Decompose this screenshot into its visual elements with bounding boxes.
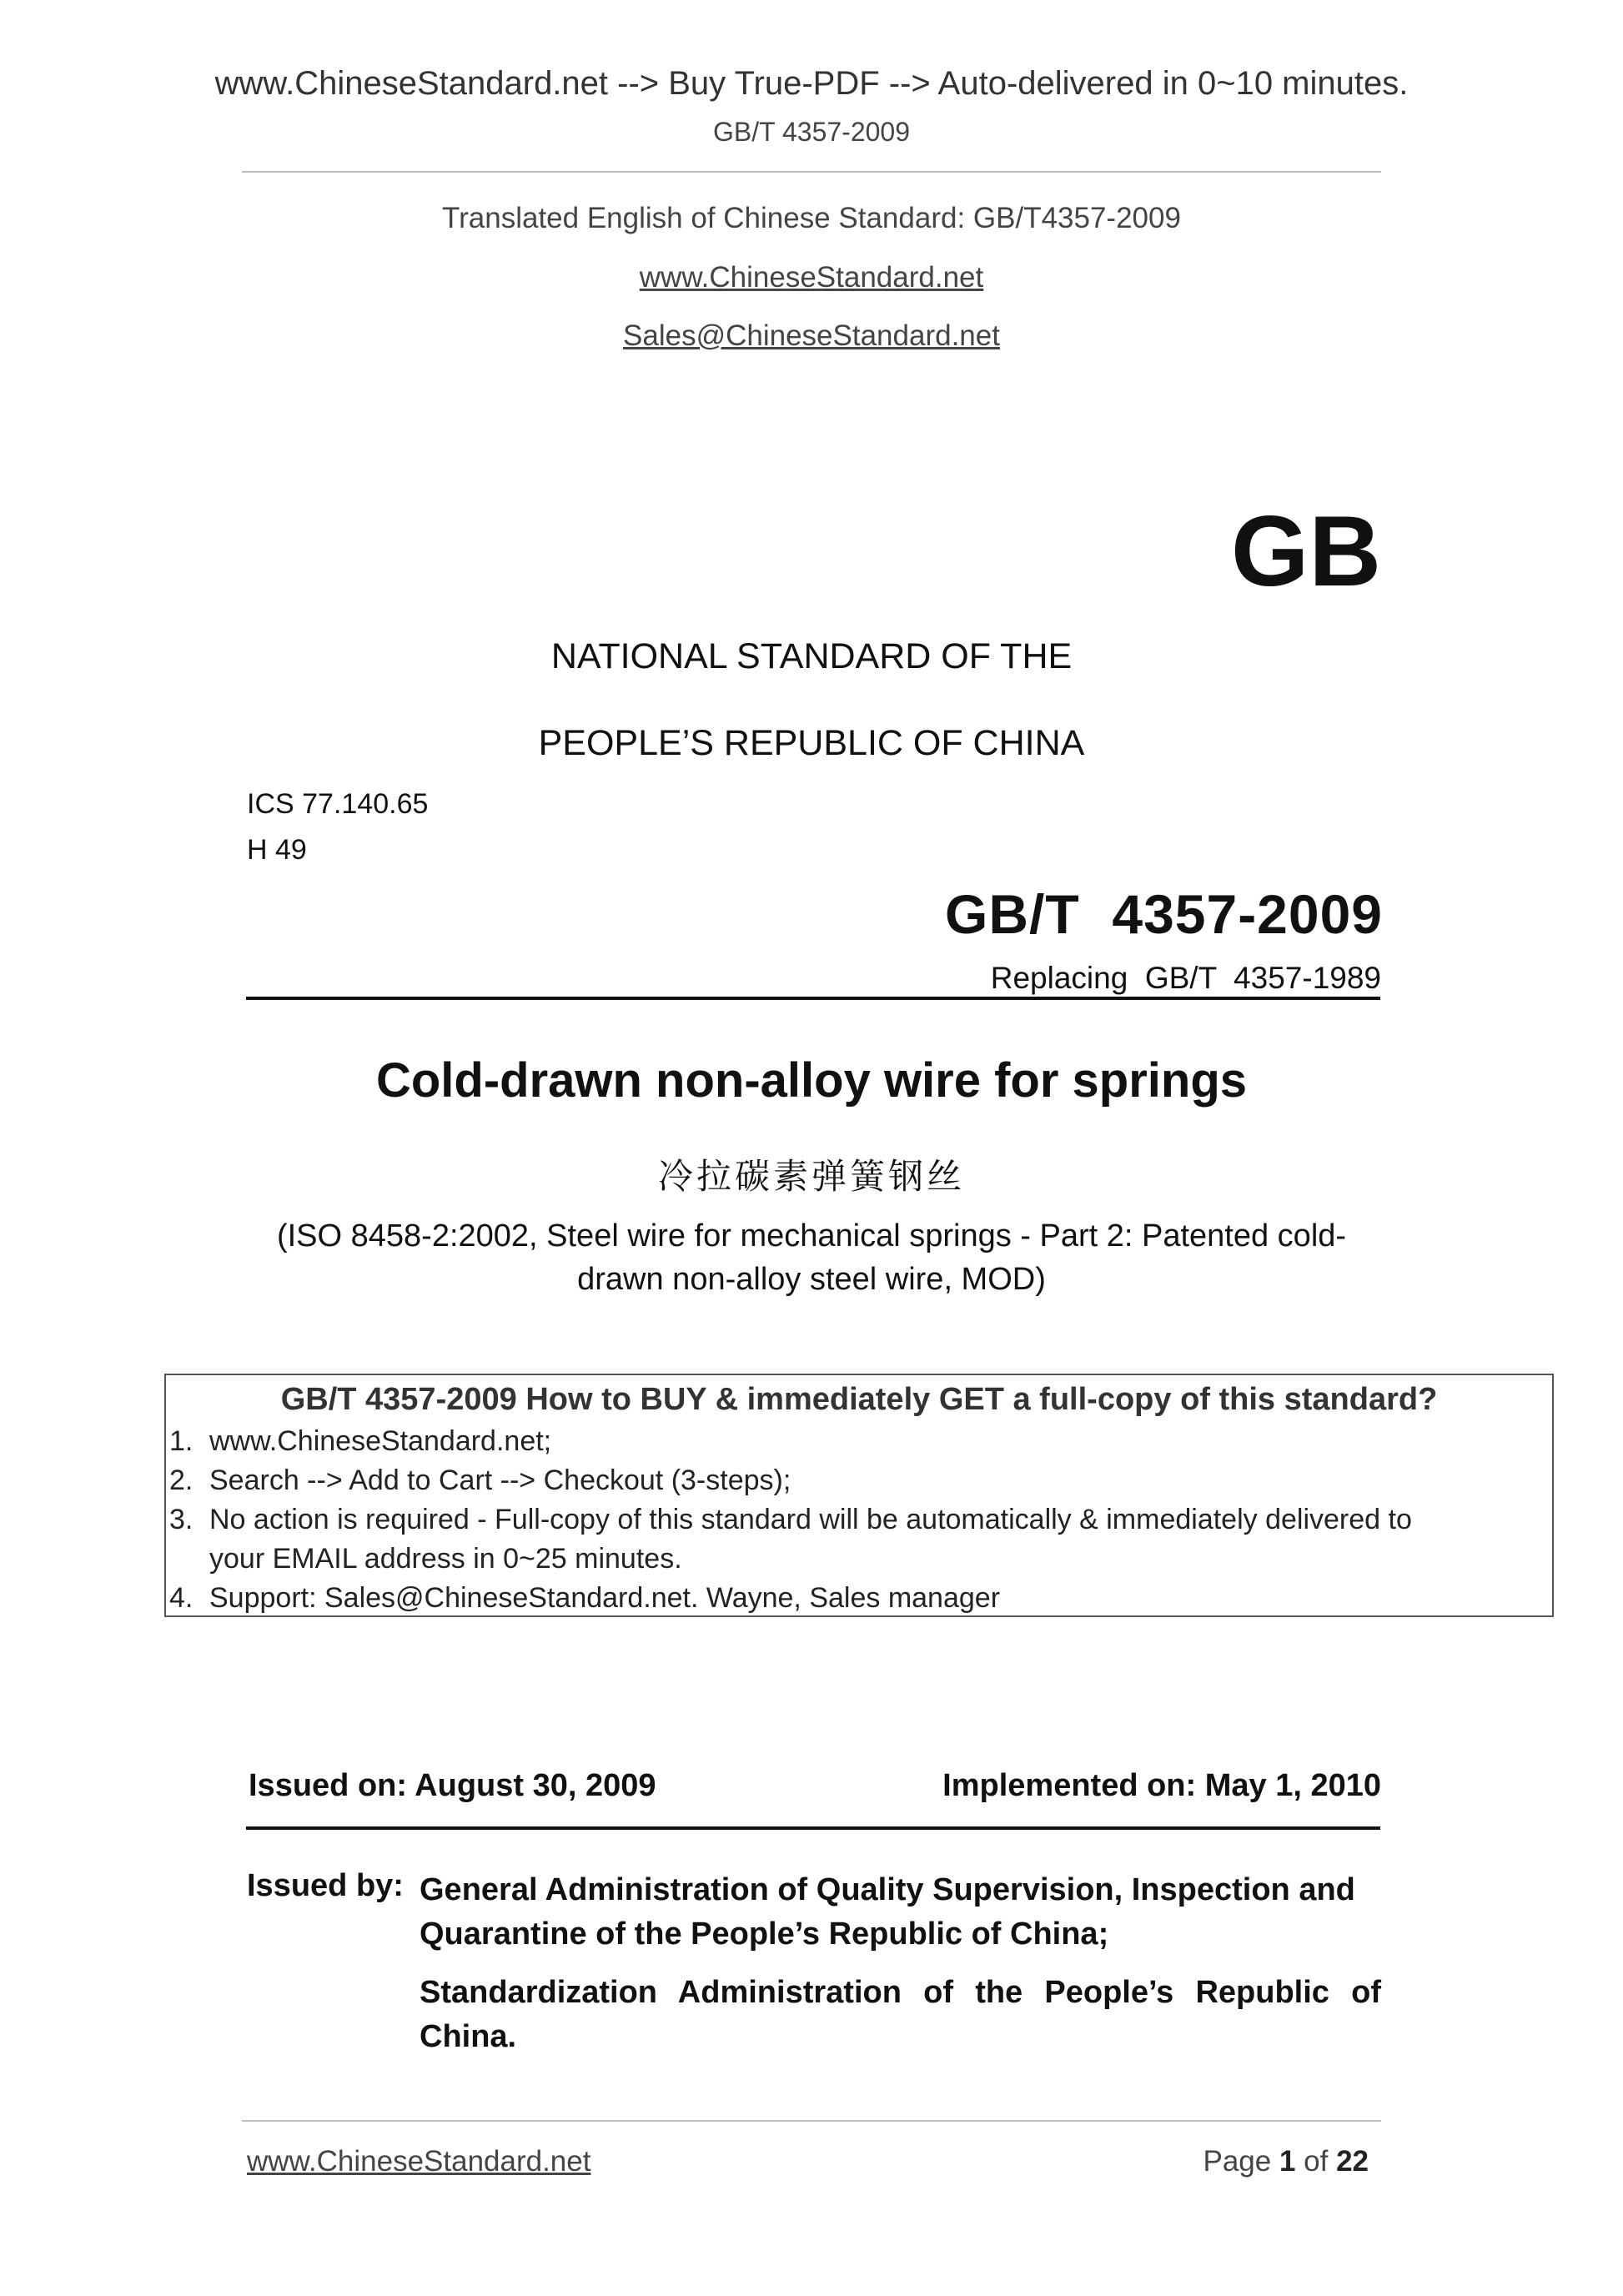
iso-reference: (ISO 8458-2:2002, Steel wire for mechanical springs - Part 2: Patented cold-drawn non-alloy steel wire, MOD) — [276, 1218, 1347, 1297]
header-divider — [242, 171, 1381, 173]
buy-step-continuation — [209, 1543, 682, 1575]
national-standard-line2: PEOPLE’S REPUBLIC OF CHINA — [538, 723, 1085, 763]
dates-divider — [246, 1826, 1380, 1830]
intro-email-row — [0, 319, 1623, 353]
buy-instructions-box — [164, 1374, 1554, 1617]
step-text: Search --> Add to Cart --> Checkout (3-steps); — [209, 1465, 791, 1496]
page-indicator — [1203, 2145, 1369, 2178]
website-link[interactable]: www.ChineseStandard.net — [639, 261, 984, 294]
issuer-org-1: General Administration of Quality Supervision, Inspection and Quarantine of the People’s Republic of China; — [420, 1872, 1355, 1952]
step-number: 3. — [169, 1504, 193, 1535]
page-total: 22 — [1336, 2145, 1369, 2178]
standard-divider — [246, 997, 1380, 1000]
buy-step — [169, 1504, 1412, 1536]
gb-mark: GB — [1231, 495, 1381, 607]
implemented-date: Implemented on: May 1, 2010 — [942, 1768, 1381, 1803]
national-standard-line1: NATIONAL STANDARD OF THE — [550, 636, 1073, 676]
step-number: 2. — [169, 1465, 193, 1496]
header-doc-code: GB/T 4357-2009 — [712, 117, 910, 147]
header-promo: www.ChineseStandard.net --> Buy True-PDF --> Auto-delivered in 0~10 minutes. — [214, 65, 1409, 102]
replacing-note: Replacing GB/T 4357-1989 — [990, 961, 1381, 995]
page-prefix: Page — [1203, 2145, 1279, 2178]
step-text: Support: Sales@ChineseStandard.net. Wayne, Sales manager — [209, 1582, 1001, 1614]
email-link[interactable]: Sales@ChineseStandard.net — [623, 319, 1000, 352]
step-text: your EMAIL address in 0~25 minutes. — [209, 1543, 682, 1575]
english-title: Cold-drawn non-alloy wire for springs — [375, 1053, 1248, 1108]
standard-number: GB/T 4357-2009 — [945, 883, 1383, 945]
ccs-code: H 49 — [247, 834, 307, 866]
step-text: No action is required - Full-copy of this standard will be automatically & immediately delivered to — [209, 1504, 1412, 1535]
issuer-org-2: Standardization Administration of the People’s Republic of China. — [420, 1975, 1381, 2054]
translated-notice: Translated English of Chinese Standard: GB/T4357-2009 — [442, 202, 1181, 234]
issued-date: Issued on: August 30, 2009 — [249, 1768, 656, 1803]
footer-website-link[interactable]: www.ChineseStandard.net — [247, 2145, 591, 2178]
issued-by-label: Issued by: — [247, 1868, 404, 1903]
footer-divider — [242, 2120, 1381, 2122]
chinese-title: 冷拉碳素弹簧钢丝 — [657, 1157, 965, 1196]
buy-box-heading: GB/T 4357-2009 How to BUY & immediately GET a full-copy of this standard? — [280, 1382, 1438, 1417]
intro-website-row — [0, 261, 1623, 294]
page-of: of — [1295, 2145, 1337, 2178]
step-number: 4. — [169, 1582, 193, 1614]
page-number: 1 — [1279, 2145, 1296, 2178]
step-number: 1. — [169, 1425, 193, 1457]
buy-step — [169, 1582, 1000, 1615]
buy-step — [169, 1465, 791, 1497]
step-text: www.ChineseStandard.net; — [209, 1425, 552, 1457]
ics-code: ICS 77.140.65 — [247, 788, 429, 820]
buy-step — [169, 1425, 551, 1458]
